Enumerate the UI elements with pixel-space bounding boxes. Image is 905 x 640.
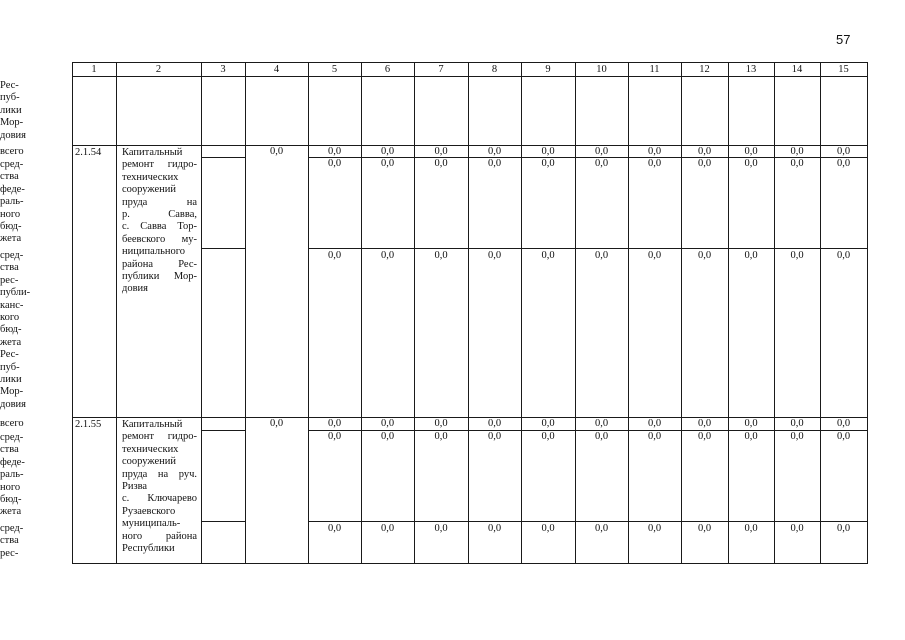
column-border	[867, 62, 868, 564]
col4-value: 0,0	[269, 418, 284, 429]
federal-budget-label: раль-	[0, 196, 24, 208]
republic-budget-label: публи-	[0, 287, 31, 299]
header-col-5: 5	[331, 64, 338, 75]
republic-budget-label: лики	[0, 374, 22, 385]
republic-value: 0,0	[380, 250, 395, 261]
total-value: 0,0	[434, 418, 448, 429]
republic-budget-label: сред-	[0, 523, 24, 534]
total-value: 0,0	[697, 418, 712, 429]
federal-value: 0,0	[790, 431, 804, 442]
total-value: 0,0	[836, 146, 851, 157]
subrow-divider	[308, 248, 868, 249]
row-description-line: ниципального	[122, 246, 186, 258]
total-value: 0,0	[541, 146, 555, 157]
total-value: 0,0	[836, 418, 851, 429]
column-border	[308, 62, 309, 564]
row-description-line: Капитальный	[122, 147, 183, 158]
total-value: 0,0	[541, 418, 555, 429]
row-description-line: сооружений	[122, 456, 177, 468]
total-value: 0,0	[647, 146, 662, 157]
column-border	[521, 62, 522, 564]
row-description-line: технических	[122, 171, 179, 183]
federal-value: 0,0	[594, 158, 609, 169]
source-label-cont: лики	[0, 104, 22, 116]
row-description-line: с. Ключарево	[122, 493, 197, 505]
row-number: 2.1.54	[75, 147, 102, 158]
total-value: 0,0	[697, 146, 712, 157]
federal-value: 0,0	[790, 158, 804, 169]
republic-value: 0,0	[790, 523, 804, 534]
subrow-divider	[308, 521, 868, 522]
total-value: 0,0	[380, 146, 395, 157]
column-border	[201, 62, 202, 564]
federal-budget-label: феде-	[0, 456, 25, 468]
total-value: 0,0	[790, 146, 804, 157]
federal-budget-label: бюд-	[0, 494, 22, 505]
row-description-line: ремонт гидро-	[122, 159, 197, 171]
subrow-divider	[201, 248, 246, 249]
republic-value: 0,0	[744, 523, 758, 534]
federal-value: 0,0	[541, 431, 555, 442]
federal-value: 0,0	[836, 158, 851, 169]
source-label-cont: Мор-	[0, 117, 24, 129]
federal-budget-label: раль-	[0, 469, 24, 481]
federal-value: 0,0	[647, 158, 662, 169]
federal-value: 0,0	[327, 158, 342, 169]
row-description-line: Ризва	[122, 481, 148, 492]
republic-value: 0,0	[541, 250, 555, 261]
republic-budget-label: жета	[0, 336, 22, 348]
total-value: 0,0	[487, 146, 502, 157]
federal-budget-label: ного	[0, 481, 21, 493]
federal-budget-label: сред-	[0, 432, 24, 443]
federal-budget-label: ства	[0, 444, 19, 456]
source-label-cont: пуб-	[0, 92, 20, 104]
total-value: 0,0	[327, 418, 342, 429]
republic-value: 0,0	[327, 250, 342, 261]
header-col-15: 15	[838, 64, 849, 75]
header-col-3: 3	[220, 64, 226, 75]
row-description-line: беевского му-	[122, 233, 197, 245]
row-description-line: публики Мор-	[122, 271, 197, 282]
republic-value: 0,0	[647, 523, 662, 534]
total-label: всего	[0, 418, 24, 429]
total-value: 0,0	[327, 146, 342, 157]
column-border	[774, 62, 775, 564]
header-bottom-border	[72, 76, 868, 77]
row-description-line: технических	[122, 443, 179, 455]
header-col-9: 9	[545, 64, 551, 75]
republic-value: 0,0	[697, 523, 712, 534]
source-label-cont: довия	[0, 129, 26, 141]
republic-budget-label: Рес-	[0, 349, 19, 361]
column-border	[414, 62, 415, 564]
total-value: 0,0	[790, 418, 804, 429]
header-col-8: 8	[491, 64, 498, 75]
col4-value: 0,0	[269, 146, 284, 157]
total-value: 0,0	[594, 146, 609, 157]
republic-value: 0,0	[594, 250, 609, 261]
republic-budget-label: сред-	[0, 250, 24, 261]
federal-budget-label: сред-	[0, 159, 24, 170]
header-col-11: 11	[649, 64, 660, 75]
header-col-10: 10	[596, 64, 607, 75]
row-description-line: с. Савва Тор-	[122, 221, 197, 233]
republic-budget-label: бюд-	[0, 324, 22, 336]
republic-budget-label: рес-	[0, 547, 19, 559]
column-border	[728, 62, 729, 564]
republic-budget-label: канс-	[0, 299, 24, 311]
republic-value: 0,0	[744, 250, 758, 261]
row-description-line: муниципаль-	[122, 518, 181, 530]
republic-value: 0,0	[541, 523, 555, 534]
republic-value: 0,0	[697, 250, 712, 261]
row-description-line: района Рес-	[122, 258, 197, 270]
federal-value: 0,0	[594, 431, 609, 442]
republic-value: 0,0	[836, 250, 851, 261]
republic-budget-label: кого	[0, 312, 20, 323]
federal-value: 0,0	[434, 431, 448, 442]
total-value: 0,0	[380, 418, 395, 429]
header-col-14: 14	[791, 64, 803, 75]
column-border	[361, 62, 362, 564]
federal-value: 0,0	[836, 431, 851, 442]
federal-budget-label: жета	[0, 506, 22, 518]
federal-value: 0,0	[487, 431, 502, 442]
republic-value: 0,0	[790, 250, 804, 261]
federal-value: 0,0	[744, 431, 758, 442]
row-description-line: пруда на руч.	[122, 468, 197, 480]
federal-budget-label: ного	[0, 208, 21, 220]
federal-value: 0,0	[647, 431, 662, 442]
total-value: 0,0	[647, 418, 662, 429]
federal-value: 0,0	[380, 158, 395, 169]
row-description-line: пруда на	[122, 196, 197, 208]
total-value: 0,0	[744, 146, 758, 157]
column-border	[681, 62, 682, 564]
republic-value: 0,0	[434, 250, 448, 261]
row-description-line: Капитальный	[122, 419, 183, 430]
header-col-7: 7	[438, 64, 444, 75]
republic-value: 0,0	[434, 523, 448, 534]
header-col-13: 13	[745, 64, 757, 75]
column-border	[468, 62, 469, 564]
source-label-cont: Рес-	[0, 80, 19, 91]
republic-value: 0,0	[647, 250, 662, 261]
subrow-divider	[201, 521, 246, 522]
total-value: 0,0	[744, 418, 758, 429]
row-description-line: Республики	[122, 543, 175, 554]
republic-value: 0,0	[594, 523, 609, 534]
republic-value: 0,0	[487, 250, 502, 261]
subrow-divider	[201, 157, 246, 158]
republic-value: 0,0	[327, 523, 342, 534]
row-description-line: довия	[122, 283, 148, 295]
row-description-line: р. Савва,	[122, 209, 197, 220]
republic-value: 0,0	[487, 523, 502, 534]
header-col-12: 12	[699, 64, 710, 75]
header-col-6: 6	[384, 64, 391, 75]
row-description-line: ремонт гидро-	[122, 431, 197, 443]
republic-budget-label: ства	[0, 262, 19, 274]
republic-value: 0,0	[836, 523, 851, 534]
republic-budget-label: рес-	[0, 274, 19, 286]
column-border	[116, 62, 117, 564]
total-value: 0,0	[594, 418, 609, 429]
row-description-line: Рузаевского	[122, 505, 176, 517]
federal-value: 0,0	[434, 158, 448, 169]
column-border	[245, 62, 246, 564]
federal-value: 0,0	[744, 158, 758, 169]
republic-budget-label: ства	[0, 535, 19, 547]
republic-budget-label: пуб-	[0, 361, 20, 373]
federal-value: 0,0	[327, 431, 342, 442]
total-label: всего	[0, 146, 24, 157]
page-number: 57	[836, 32, 851, 47]
header-col-4: 4	[273, 64, 280, 75]
column-border	[628, 62, 629, 564]
column-border	[820, 62, 821, 564]
federal-value: 0,0	[380, 431, 395, 442]
republic-value: 0,0	[380, 523, 395, 534]
federal-value: 0,0	[487, 158, 502, 169]
republic-budget-label: довия	[0, 398, 26, 410]
federal-budget-label: жета	[0, 233, 22, 245]
federal-value: 0,0	[697, 431, 712, 442]
federal-value: 0,0	[541, 158, 555, 169]
federal-value: 0,0	[697, 158, 712, 169]
federal-budget-label: феде-	[0, 183, 25, 195]
column-border	[72, 62, 73, 564]
row-number: 2.1.55	[75, 419, 102, 430]
row-description-line: ного района	[122, 530, 197, 542]
total-value: 0,0	[434, 146, 448, 157]
federal-budget-label: бюд-	[0, 221, 22, 232]
republic-budget-label: Мор-	[0, 386, 24, 398]
federal-budget-label: ства	[0, 171, 19, 183]
row-description-line: сооружений	[122, 184, 177, 196]
table-bottom-border	[72, 563, 868, 564]
header-col-2: 2	[155, 64, 162, 75]
header-col-1: 1	[91, 64, 97, 75]
column-border	[575, 62, 576, 564]
total-value: 0,0	[487, 418, 502, 429]
subrow-divider	[201, 430, 246, 431]
